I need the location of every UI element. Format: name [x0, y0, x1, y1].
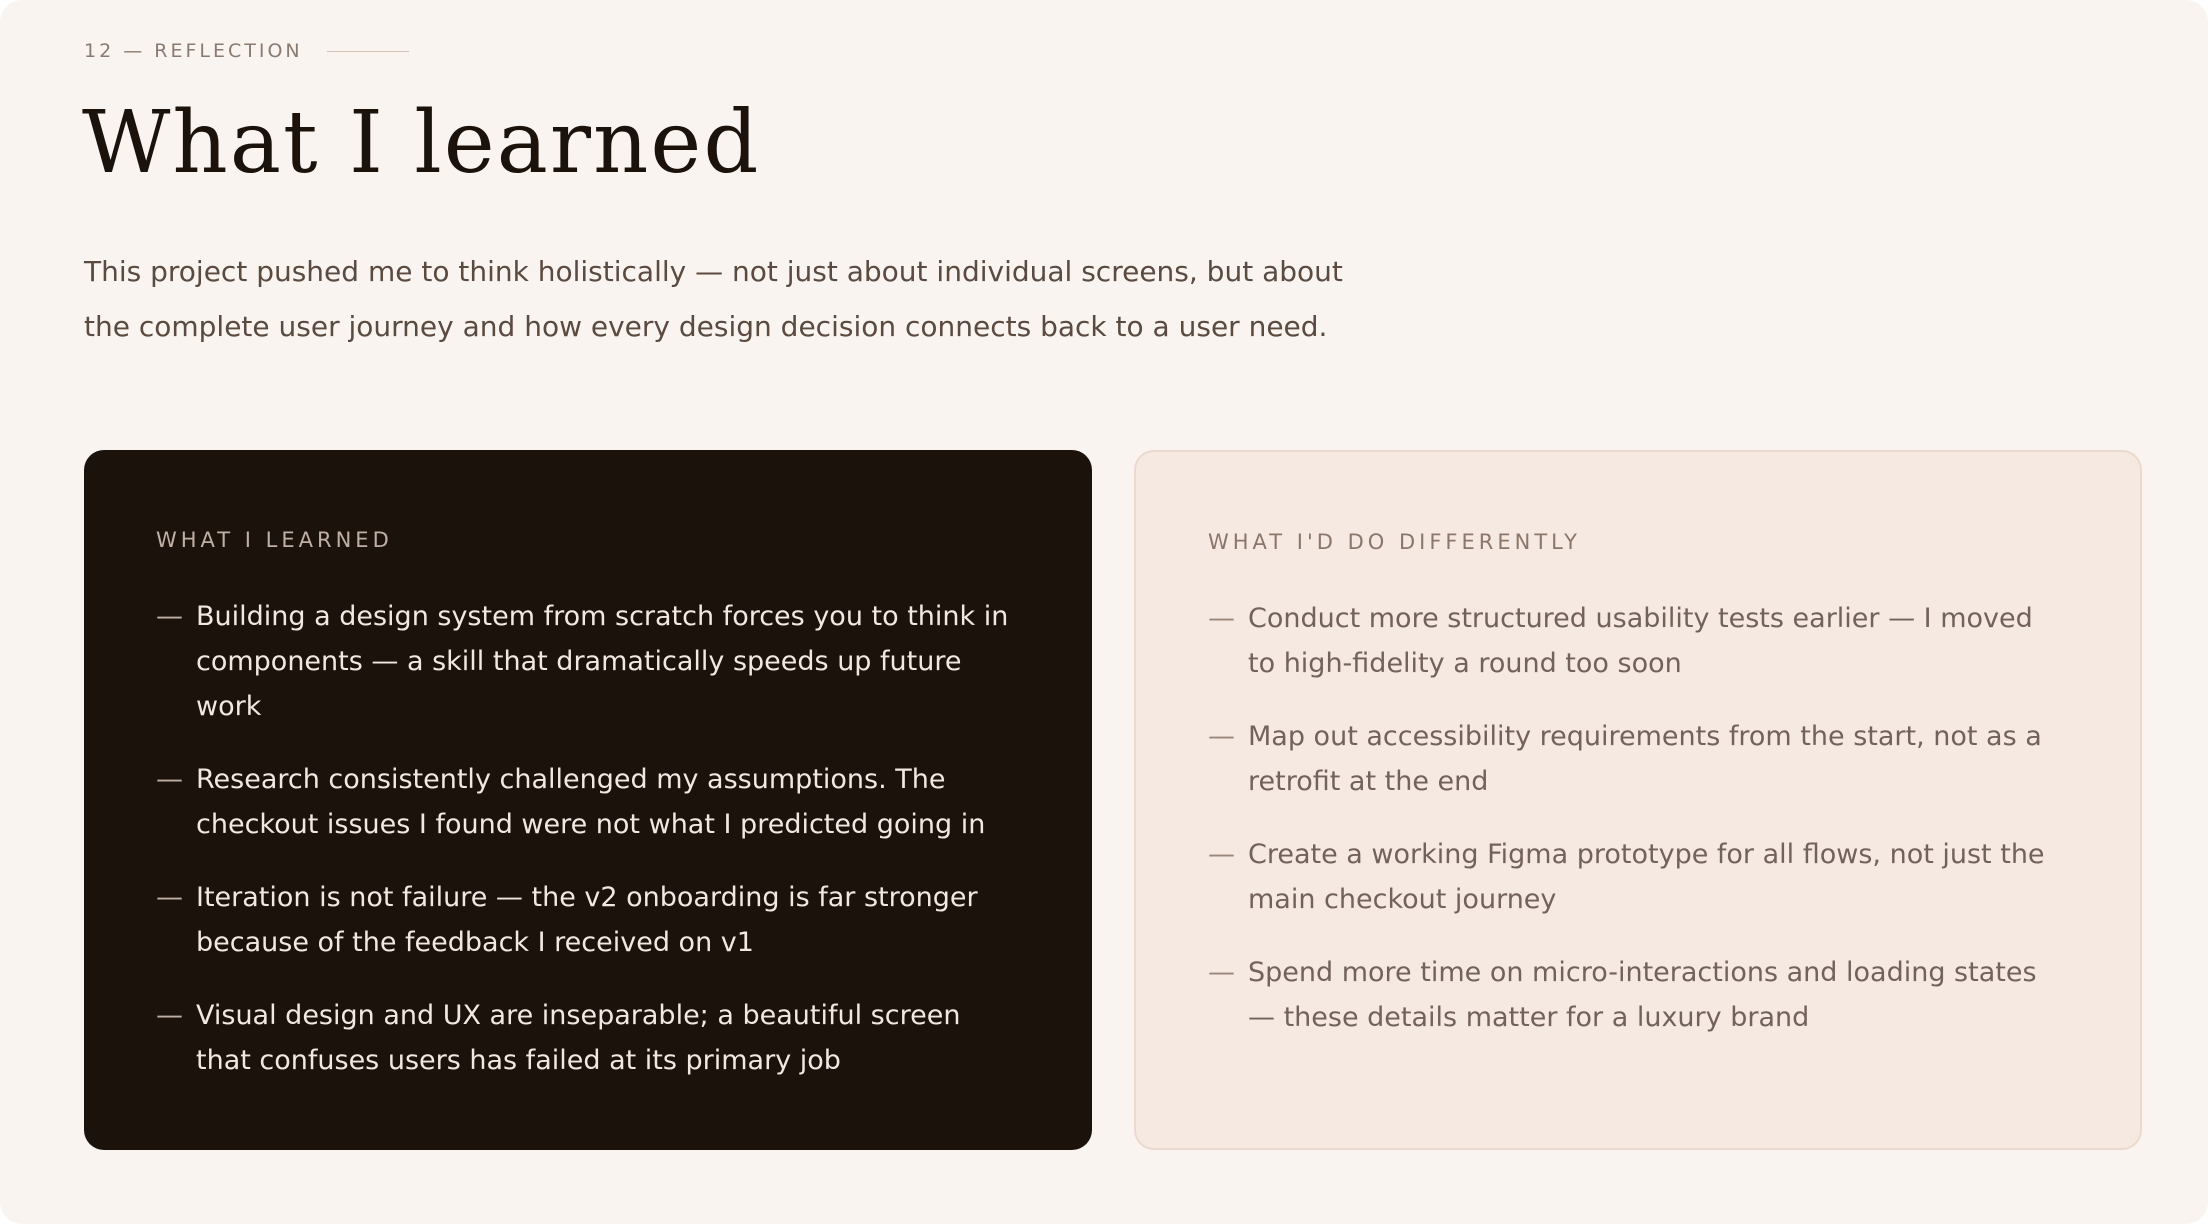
differently-item: [1208, 596, 2068, 686]
differently-item: [1208, 950, 2068, 1040]
learned-item-text: Iteration is not failure — the v2 onboarding is far stronger because of the feedback I received on v1: [196, 882, 978, 958]
learned-item: [156, 757, 1020, 847]
dash-bullet: —: [156, 882, 183, 913]
differently-item-text: Conduct more structured usability tests earlier — I moved to high-fidelity a round too soon: [1248, 603, 2033, 679]
differently-item: [1208, 832, 2068, 922]
section-eyebrow: [84, 40, 409, 62]
page-title: What I learned: [82, 93, 761, 193]
dash-bullet: —: [1208, 839, 1235, 870]
dash-bullet: —: [156, 601, 183, 632]
section-label: 12 — REFLECTION: [84, 40, 303, 62]
differently-card-heading: WHAT I'D DO DIFFERENTLY: [1208, 530, 1581, 554]
dash-bullet: —: [156, 1000, 183, 1031]
learned-item-text: Building a design system from scratch forces you to think in components — a skill that dramatically speeds up future work: [196, 601, 1009, 722]
learned-card-heading: WHAT I LEARNED: [156, 528, 393, 552]
learned-card: [84, 450, 1092, 1150]
intro-paragraph: This project pushed me to think holistically — not just about individual screens, but about the complete user journey and how every design decision connects back to a user need.: [84, 255, 1343, 343]
dash-bullet: —: [156, 764, 183, 795]
differently-item-text: Create a working Figma prototype for all flows, not just the main checkout journey: [1248, 839, 2045, 915]
learned-item-text: Visual design and UX are inseparable; a beautiful screen that confuses users has failed at its primary job: [196, 1000, 961, 1076]
dash-bullet: —: [1208, 957, 1235, 988]
differently-card: [1134, 450, 2142, 1150]
dash-bullet: —: [1208, 603, 1235, 634]
differently-list: [1208, 596, 2068, 1040]
differently-item-text: Map out accessibility requirements from the start, not as a retrofit at the end: [1248, 721, 2042, 797]
dash-bullet: —: [1208, 721, 1235, 752]
learned-item: [156, 993, 1020, 1083]
eyebrow-rule: [327, 51, 409, 52]
learned-item: [156, 594, 1020, 729]
learned-item: [156, 875, 1020, 965]
differently-item: [1208, 714, 2068, 804]
differently-item-text: Spend more time on micro-interactions and loading states — these details matter for a luxury brand: [1248, 957, 2037, 1033]
learned-list: [156, 594, 1020, 1083]
learned-item-text: Research consistently challenged my assumptions. The checkout issues I found were not what I predicted going in: [196, 764, 986, 840]
